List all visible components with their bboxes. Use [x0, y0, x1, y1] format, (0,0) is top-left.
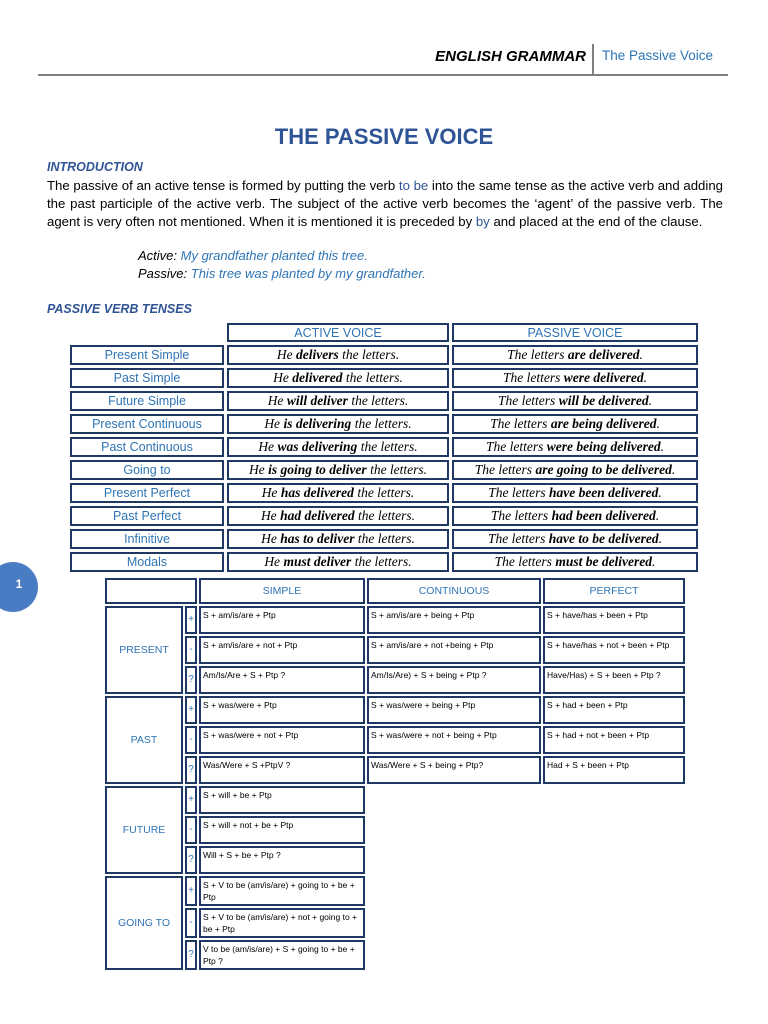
active-verb: is going to deliver	[268, 462, 367, 477]
page-number: 1	[15, 577, 23, 591]
continuous-header: CONTINUOUS	[367, 578, 541, 604]
tense-name: Modals	[70, 552, 224, 572]
passive-sentence	[452, 529, 698, 549]
continuous-form: S + was/were + not + being + Ptp	[367, 726, 541, 754]
active-verb: has to deliver	[280, 531, 355, 546]
passive-subject: The letters	[488, 531, 549, 546]
forms-row	[105, 786, 685, 814]
simple-form: Was/Were + S +PtpV ?	[199, 756, 365, 784]
active-verb: will deliver	[286, 393, 348, 408]
passive-voice-header: PASSIVE VOICE	[452, 323, 698, 342]
forms-row	[105, 726, 685, 754]
active-subject: He	[273, 370, 293, 385]
simple-form: S + will + be + Ptp	[199, 786, 365, 814]
active-subject: He	[248, 462, 269, 477]
empty-corner	[105, 578, 197, 604]
table-row	[70, 437, 698, 457]
active-sentence	[227, 552, 449, 572]
active-sentence	[227, 414, 449, 434]
tense-name: Present Continuous	[70, 414, 224, 434]
passive-example	[138, 266, 426, 281]
passive-end: .	[652, 554, 656, 569]
form-symbol: -	[185, 816, 197, 844]
active-sentence	[227, 483, 449, 503]
passive-sentence	[452, 460, 698, 480]
tenses-heading: PASSIVE VERB TENSES	[47, 302, 192, 316]
forms-row	[105, 940, 685, 970]
passive-end: .	[648, 393, 653, 408]
passive-subject: The letters	[490, 508, 552, 523]
active-subject: He	[264, 416, 284, 431]
active-sentence	[227, 345, 449, 365]
passive-verb: must be delivered	[555, 554, 653, 569]
simple-form: S + V to be (am/is/are) + going to + be + Ptp	[199, 876, 365, 906]
passive-end: .	[658, 531, 662, 546]
perfect-form: Have/Has) + S + been + Ptp ?	[543, 666, 685, 694]
introduction-paragraph	[47, 177, 723, 231]
active-object: the letters.	[353, 485, 415, 500]
table-row	[70, 368, 698, 388]
passive-subject: The letters	[485, 439, 547, 454]
active-verb: was delivering	[277, 439, 358, 454]
passive-example-text: This tree was planted by my grandfather.	[190, 266, 426, 281]
active-sentence	[227, 529, 449, 549]
passive-sentence	[452, 437, 698, 457]
passive-verb: are being delivered	[550, 416, 657, 431]
passive-end: .	[655, 508, 660, 523]
tense-name: Present Simple	[70, 345, 224, 365]
passive-end: .	[639, 347, 643, 362]
perfect-header: PERFECT	[543, 578, 685, 604]
active-verb: had delivered	[280, 508, 355, 523]
form-symbol: ?	[185, 846, 197, 874]
passive-verb: will be delivered	[558, 393, 649, 408]
passive-sentence	[452, 345, 698, 365]
active-object: the letters.	[342, 370, 403, 385]
active-object: the letters.	[351, 554, 412, 569]
passive-sentence	[452, 506, 698, 526]
forms-header-row	[105, 578, 685, 604]
passive-subject: The letters	[494, 554, 556, 569]
going-to-label: GOING TO	[105, 876, 183, 970]
continuous-form: Was/Were + S + being + Ptp?	[367, 756, 541, 784]
active-object: the letters.	[338, 347, 400, 362]
passive-subject: The letters	[497, 393, 559, 408]
form-symbol: -	[185, 726, 197, 754]
active-object: the letters.	[351, 416, 412, 431]
passive-label: Passive:	[138, 266, 188, 281]
forms-row	[105, 846, 685, 874]
active-subject: He	[258, 439, 278, 454]
table-header-row	[70, 323, 698, 342]
active-subject: He	[267, 393, 287, 408]
tense-name: Going to	[70, 460, 224, 480]
passive-sentence	[452, 483, 698, 503]
active-verb: must deliver	[283, 554, 352, 569]
active-sentence	[227, 460, 449, 480]
active-object: the letters.	[366, 462, 428, 477]
active-subject: He	[276, 347, 296, 362]
passive-end: .	[660, 439, 665, 454]
passive-subject: The letters	[490, 416, 551, 431]
active-verb: delivered	[292, 370, 343, 385]
passive-verb: have been delivered	[548, 485, 659, 500]
table-row	[70, 460, 698, 480]
form-symbol: +	[185, 606, 197, 634]
future-label: FUTURE	[105, 786, 183, 874]
simple-form: Will + S + be + Ptp ?	[199, 846, 365, 874]
active-object: the letters.	[354, 531, 415, 546]
passive-tenses-table	[67, 320, 701, 575]
active-subject: He	[261, 485, 281, 500]
active-subject: He	[264, 554, 284, 569]
table-row	[70, 345, 698, 365]
form-symbol: -	[185, 908, 197, 938]
passive-sentence	[452, 391, 698, 411]
perfect-form: S + have/has + been + Ptp	[543, 606, 685, 634]
simple-form: S + am/is/are + Ptp	[199, 606, 365, 634]
introduction-heading: INTRODUCTION	[47, 160, 143, 174]
table-row	[70, 552, 698, 572]
page-header	[38, 44, 728, 76]
passive-verb: are delivered	[567, 347, 640, 362]
forms-row	[105, 816, 685, 844]
continuous-form: S + am/is/are + not +being + Ptp	[367, 636, 541, 664]
form-symbol: -	[185, 636, 197, 664]
perfect-form: Had + S + been + Ptp	[543, 756, 685, 784]
passive-verb: had been delivered	[551, 508, 656, 523]
tense-name: Present Perfect	[70, 483, 224, 503]
perfect-form: S + had + been + Ptp	[543, 696, 685, 724]
forms-row	[105, 636, 685, 664]
forms-row	[105, 908, 685, 938]
simple-form: S + will + not + be + Ptp	[199, 816, 365, 844]
page-title: THE PASSIVE VOICE	[274, 124, 494, 149]
active-example-text: My grandfather planted this tree.	[180, 248, 368, 263]
keyword-by: by	[475, 214, 490, 229]
table-row	[70, 483, 698, 503]
passive-verb: were being delivered	[546, 439, 661, 454]
form-symbol: ?	[185, 940, 197, 970]
tense-forms-table	[103, 576, 687, 972]
simple-form: Am/Is/Are + S + Ptp ?	[199, 666, 365, 694]
intro-text-2: into the same tense as the active verb and adding the past participle of the active verb. The subject of the active verb becomes the ‘agent’ of the passive verb. The agent is very often not mentioned. When it is mentioned it is preceded by	[47, 178, 723, 229]
active-verb: delivers	[296, 347, 339, 362]
tense-name: Past Perfect	[70, 506, 224, 526]
form-symbol: +	[185, 786, 197, 814]
active-example	[138, 248, 368, 263]
passive-verb: are going to be delivered	[535, 462, 672, 477]
table-row	[70, 529, 698, 549]
tense-name: Past Simple	[70, 368, 224, 388]
active-voice-header: ACTIVE VOICE	[227, 323, 449, 342]
active-subject: He	[261, 531, 281, 546]
passive-end: .	[656, 416, 660, 431]
simple-form: S + was/were + not + Ptp	[199, 726, 365, 754]
table-row	[70, 414, 698, 434]
simple-form: S + V to be (am/is/are) + not + going to + be + Ptp	[199, 908, 365, 938]
form-symbol: +	[185, 876, 197, 906]
perfect-form: S + had + not + been + Ptp	[543, 726, 685, 754]
passive-subject: The letters	[474, 462, 536, 477]
active-sentence	[227, 437, 449, 457]
passive-subject: The letters	[503, 370, 564, 385]
form-symbol: +	[185, 696, 197, 724]
tense-name: Past Continuous	[70, 437, 224, 457]
passive-verb: have to be delivered	[548, 531, 659, 546]
header-separator	[592, 44, 594, 74]
simple-form: S + was/were + Ptp	[199, 696, 365, 724]
active-sentence	[227, 368, 449, 388]
passive-end: .	[671, 462, 676, 477]
forms-row	[105, 756, 685, 784]
form-symbol: ?	[185, 756, 197, 784]
past-label: PAST	[105, 696, 183, 784]
continuous-form: S + am/is/are + being + Ptp	[367, 606, 541, 634]
active-verb: has delivered	[280, 485, 354, 500]
simple-form: S + am/is/are + not + Ptp	[199, 636, 365, 664]
header-title: ENGLISH GRAMMAR	[435, 48, 586, 65]
passive-subject: The letters	[488, 485, 549, 500]
forms-row	[105, 696, 685, 724]
active-label: Active:	[138, 248, 178, 263]
active-object: the letters.	[357, 439, 418, 454]
passive-sentence	[452, 552, 698, 572]
passive-end: .	[643, 370, 647, 385]
header-subtitle: The Passive Voice	[602, 48, 714, 63]
table-row	[70, 391, 698, 411]
forms-row	[105, 606, 685, 634]
table-row	[70, 506, 698, 526]
simple-form: V to be (am/is/are) + S + going to + be + Ptp ?	[199, 940, 365, 970]
form-symbol: ?	[185, 666, 197, 694]
intro-text-1: The passive of an active tense is formed by putting the verb	[47, 178, 399, 193]
passive-sentence	[452, 368, 698, 388]
passive-end: .	[658, 485, 662, 500]
forms-row	[105, 666, 685, 694]
keyword-to-be: to be	[398, 178, 429, 193]
passive-verb: were delivered	[563, 370, 644, 385]
active-object: the letters.	[354, 508, 416, 523]
passive-subject: The letters	[507, 347, 568, 362]
present-label: PRESENT	[105, 606, 183, 694]
active-object: the letters.	[347, 393, 409, 408]
active-sentence	[227, 391, 449, 411]
empty-corner	[70, 323, 224, 342]
active-sentence	[227, 506, 449, 526]
active-subject: He	[260, 508, 281, 523]
forms-row	[105, 876, 685, 906]
active-verb: is delivering	[283, 416, 352, 431]
simple-header: SIMPLE	[199, 578, 365, 604]
tense-name: Future Simple	[70, 391, 224, 411]
tense-name: Infinitive	[70, 529, 224, 549]
intro-text-3: and placed at the end of the clause.	[489, 214, 703, 229]
continuous-form: Am/Is/Are) + S + being + Ptp ?	[367, 666, 541, 694]
passive-sentence	[452, 414, 698, 434]
page-number-badge	[0, 562, 38, 612]
continuous-form: S + was/were + being + Ptp	[367, 696, 541, 724]
perfect-form: S + have/has + not + been + Ptp	[543, 636, 685, 664]
